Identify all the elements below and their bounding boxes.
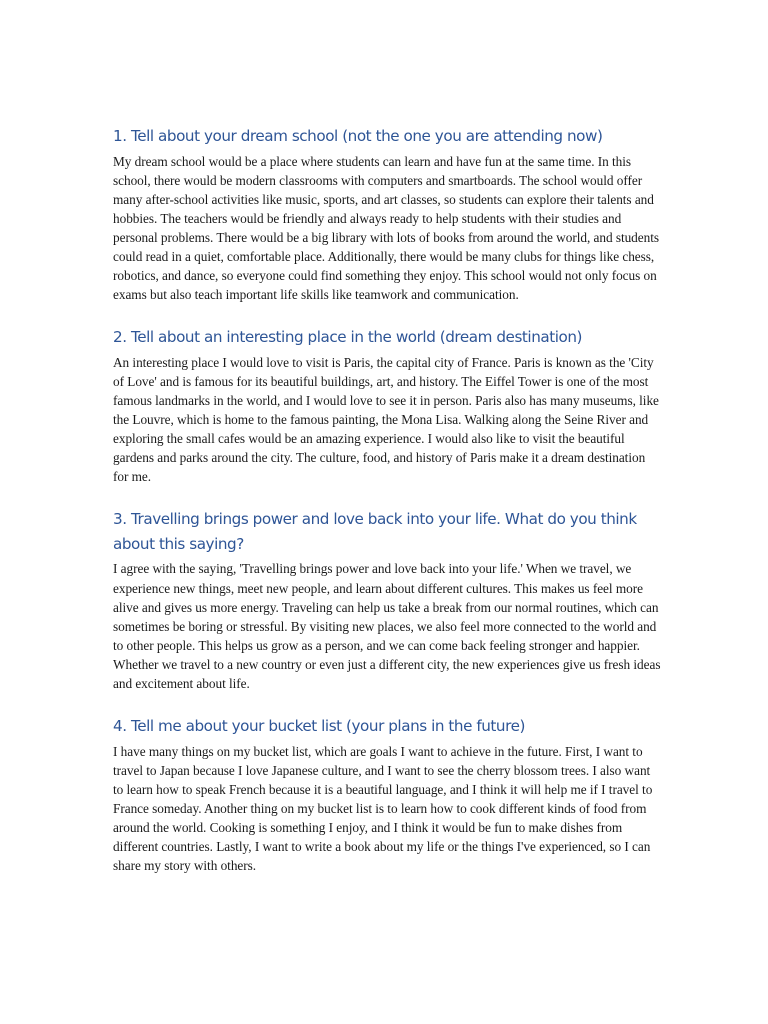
section-paragraph: An interesting place I would love to visit is Paris, the capital city of France. Paris is known as the 'City of Love' and is famous for its beautiful buildings, art, and history. The Eiffel Tower is one of the most famous landmarks in the world, and I would love to see it in person. Paris also has many museums, like the Louvre, which is home to the famous painting, the Mona Lisa. Walking along the Seine River and exploring the small cafes would be an amazing experience. I would also like to visit the beautiful gardens and parks around the city. The culture, food, and history of Paris make it a dream destination for me.: [113, 354, 659, 485]
section-heading: 4. Tell me about your bucket list (your plans in the future): [113, 717, 525, 736]
section-travelling-saying: [113, 507, 661, 693]
section-dream-destination: [113, 325, 661, 486]
section-bucket-list: [113, 714, 661, 875]
section-heading: 3. Travelling brings power and love back into your life. What do you think about this saying?: [113, 510, 637, 553]
section-paragraph: My dream school would be a place where students can learn and have fun at the same time. In this school, there would be modern classrooms with computers and smartboards. The school would offer many after-school activities like music, sports, and art classes, so students can explore their talents and hobbies. The teachers would be friendly and always ready to help students with their studies and personal problems. There would be a big library with lots of books from around the world, and students could read in a quiet, comfortable place. Additionally, there would be many clubs for things like chess, robotics, and dance, so everyone could find something they enjoy. This school would not only focus on exams but also teach important life skills like teamwork and communication.: [113, 153, 660, 303]
section-dream-school: [113, 124, 661, 304]
document-page: [113, 124, 661, 875]
section-paragraph: I agree with the saying, 'Travelling brings power and love back into your life.' When we travel, we experience new things, meet new people, and learn about different cultures. This makes us feel more alive and gives us more energy. Traveling can help us take a break from our normal routines, which can sometimes be boring or stressful. By visiting new places, we also feel more connected to the world and to other people. This helps us grow as a person, and we can come back feeling stronger and happier. Whether we travel to a new country or even just a different city, the new experiences give us fresh ideas and excitement about life.: [113, 561, 661, 691]
section-heading: 2. Tell about an interesting place in the world (dream destination): [113, 328, 582, 347]
section-paragraph: I have many things on my bucket list, which are goals I want to achieve in the future. First, I want to travel to Japan because I love Japanese culture, and I want to see the cherry blossom trees. I also want to learn how to speak French because it is a beautiful language, and I think it will help me if I travel to France someday. Another thing on my bucket list is to learn how to cook different kinds of food from around the world. Cooking is something I enjoy, and I think it would be fun to make dishes from different countries. Lastly, I want to write a book about my life or the things I've experienced, so I can share my story with others.: [113, 743, 653, 874]
section-heading: 1. Tell about your dream school (not the one you are attending now): [113, 127, 603, 145]
